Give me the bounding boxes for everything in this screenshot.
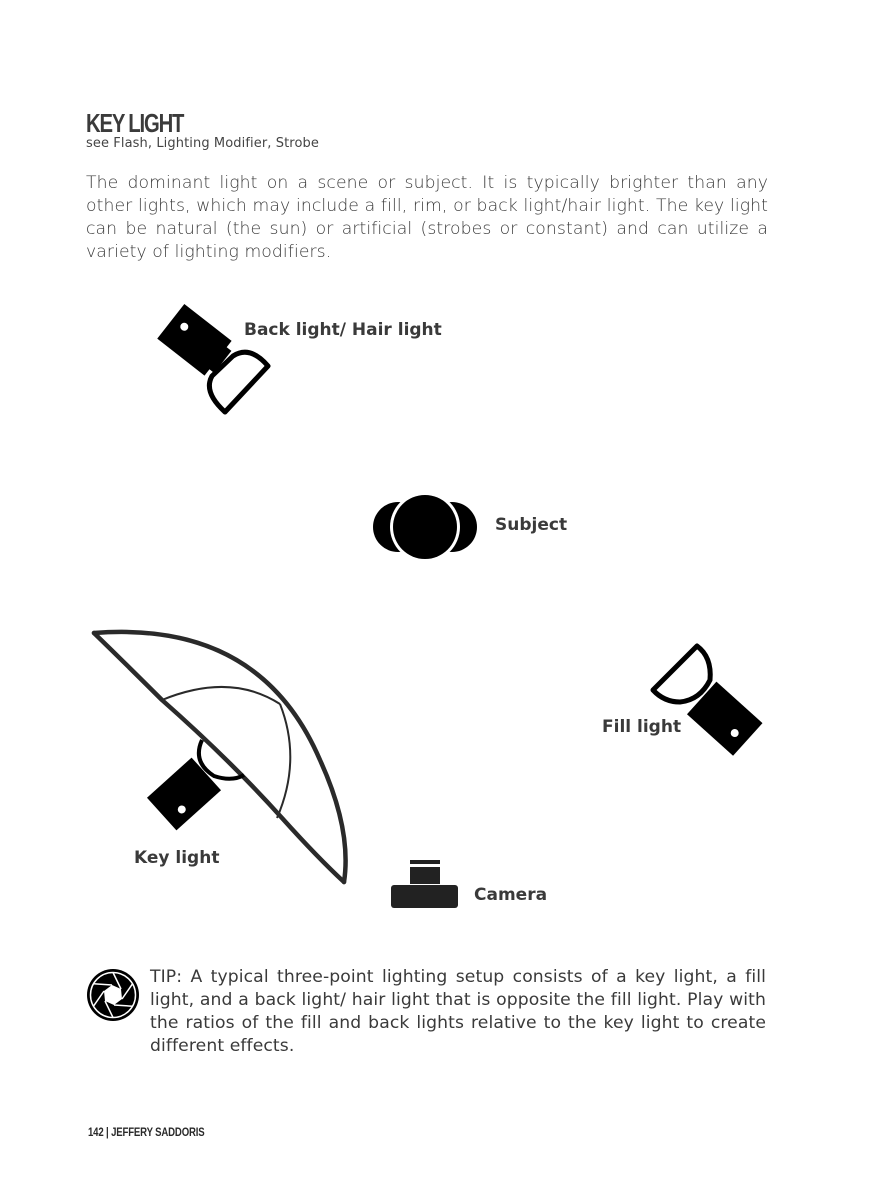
aperture-icon [86, 968, 140, 1022]
subject-head-icon [373, 492, 477, 562]
key-light-umbrella-icon [94, 632, 346, 882]
page-footer: 142 | JEFFERY SADDORIS [88, 1125, 205, 1139]
entry-definition: The dominant light on a scene or subject. It is typically brighter than any other lights, which may include a fill, rim, or back light/hair light. The key light can be natural (the sun) or artificial (strobes or constant) and can utilize a variety of lighting modifiers. [86, 173, 768, 262]
tip-text: TIP: A typical three-point lighting setup consists of a key light, a fill light, and a back light/ hair light that is opposite the fill light. Play with the ratios of the fill and back lights relative to the key light to create different effects. [150, 967, 766, 1056]
fill-light-label: Fill light [602, 717, 682, 737]
entry-title: KEY LIGHT [86, 108, 184, 138]
back-light-label: Back light/ Hair light [244, 320, 442, 340]
fill-light-strobe-icon [653, 646, 763, 756]
camera-label: Camera [474, 885, 548, 905]
see-also-line: see Flash, Lighting Modifier, Strobe [86, 136, 319, 151]
subject-label: Subject [495, 515, 568, 535]
key-light-label: Key light [134, 848, 220, 868]
camera-icon [391, 860, 458, 908]
